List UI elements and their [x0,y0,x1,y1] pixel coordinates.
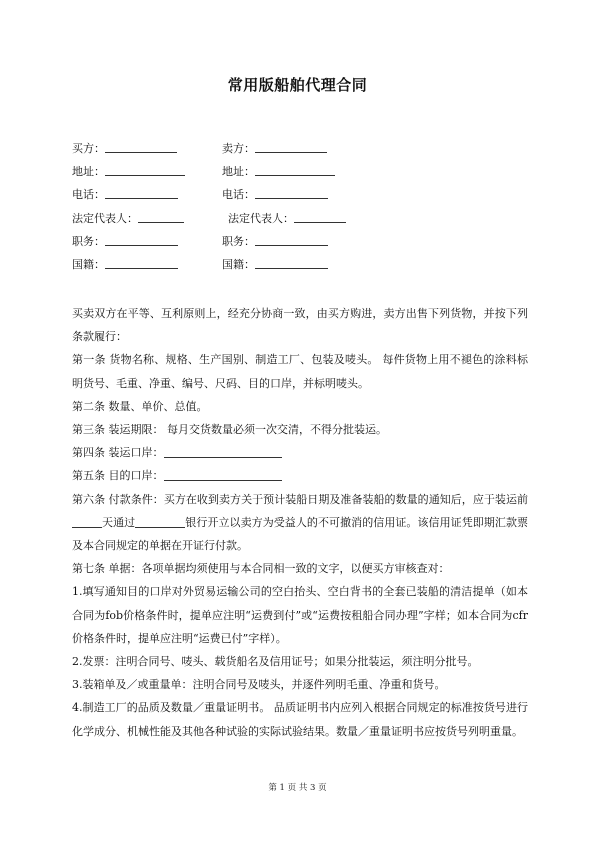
article-5-label: 第五条 目的口岸： [72,469,164,483]
party-row-phone [72,186,532,209]
article-6-part-b: 天通过 [102,515,136,529]
buyer-nationality-field [72,256,178,273]
contract-body [72,302,528,743]
destination-port-blank [164,468,282,481]
seller-phone-blank [255,186,328,199]
seller-position-field [222,233,328,250]
buyer-label: 买方： [72,142,105,155]
seller-address-field [222,163,335,180]
buyer-address-field [72,163,185,180]
bank-blank [135,515,185,528]
article-4-label: 第四条 装运口岸： [72,446,164,460]
seller-address-blank [255,163,335,176]
buyer-position-blank [105,233,178,246]
buyer-phone-label: 电话： [72,188,105,202]
party-row-legal-rep [72,210,532,233]
seller-address-label: 地址： [222,165,255,179]
document-item-3: 3.装箱单及／或重量单：注明合同号及唛头，并逐件列明毛重、净重和货号。 [72,678,446,692]
seller-position-blank [255,233,328,246]
buyer-phone-field [72,186,178,203]
buyer-nationality-blank [105,256,178,269]
seller-label: 卖方： [222,142,255,155]
party-row-nationality [72,256,532,279]
party-row-buyer-seller [72,140,532,163]
article-6-part-c: 银行开立以卖方为受益人的不可撤消的信用证。该信用证凭即期汇款票及本合同规定的单据在开证行付款。 [72,515,529,553]
buyer-legal-rep-label: 法定代表人： [72,211,138,225]
buyer-field [72,140,177,157]
buyer-position-label: 职务： [72,234,105,248]
intro-paragraph: 买卖双方在平等、互利原则上，经充分协商一致，由买方购进，卖方出售下列货物，并按下列条款履行： [72,307,528,344]
party-info-grid [72,140,532,279]
buyer-nationality-label: 国籍： [72,257,105,271]
article-6-part-a: 第六条 付款条件：买方在收到卖方关于预计装船日期及准备装船的数量的通知后，应于装运前 [72,492,528,506]
seller-phone-label: 电话： [222,188,255,202]
days-blank [72,515,102,528]
seller-phone-field [222,186,328,203]
article-3: 第三条 装运期限： 每月交货数量必须一次交清，不得分批装运。 [72,423,387,437]
document-item-2: 2.发票：注明合同号、唛头、载货船名及信用证号；如果分批装运，须注明分批号。 [72,655,479,669]
article-2: 第二条 数量、单价、总值。 [72,399,208,413]
page-number-footer: 第 1 页 共 3 页 [268,783,327,793]
seller-field [222,140,327,157]
seller-position-label: 职务： [222,234,255,248]
article-6 [72,488,528,558]
document-item-1: 1.填写通知目的口岸对外贸易运输公司的空白抬头、空白背书的全套已装船的清洁提单（如本合同为fob价格条件时，提单应注明“运费到付”或“运费按租船合同办理”字样；如本合同为cfr价格条件时，提单应注明“运费已付”字样）。 [72,585,528,645]
party-row-position [72,233,532,256]
seller-legal-rep-field [228,210,346,227]
seller-nationality-field [222,256,328,273]
buyer-blank [105,140,177,153]
seller-nationality-blank [255,256,328,269]
buyer-address-label: 地址： [72,165,105,179]
buyer-position-field [72,233,178,250]
seller-legal-rep-blank [294,210,346,223]
seller-nationality-label: 国籍： [222,257,255,271]
article-1: 第一条 货物名称、规格、生产国别、制造工厂、包装及唛头。 每件货物上用不褪色的涂料标明货号、毛重、净重、编号、尺码、目的口岸，并标明唛头。 [72,353,528,390]
document-title: 常用版船舶代理合同 [227,76,368,94]
seller-legal-rep-label: 法定代表人： [228,211,294,225]
buyer-phone-blank [105,186,178,199]
article-4 [72,441,528,464]
article-7: 第七条 单据：各项单据均须使用与本合同相一致的文字，以便买方审核查对： [72,562,450,576]
party-row-address [72,163,532,186]
buyer-address-blank [105,163,185,176]
loading-port-blank [164,445,282,458]
article-5 [72,464,528,487]
buyer-legal-rep-field [72,210,184,227]
document-item-4: 4.制造工厂的品质及数量／重量证明书。 品质证明书内应列入根据合同规定的标准按货号进行化学成分、机械性能及其他各种试验的实际试验结果。数量／重量证明书应按货号列明重量。 [72,701,528,738]
seller-blank [255,140,327,153]
buyer-legal-rep-blank [138,210,184,223]
